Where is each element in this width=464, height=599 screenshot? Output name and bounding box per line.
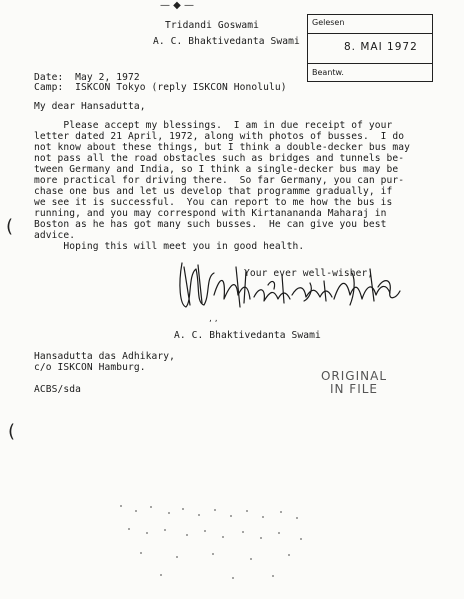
body-line: letter dated 21 April, 1972, along with photos of busses. I do — [34, 131, 405, 142]
body-line: not know about these things, but I think a double-decker bus may — [34, 142, 411, 153]
initials: ACBS/sda — [34, 384, 82, 395]
body-line: advice. — [34, 230, 76, 241]
body-line: not pass all the road obstacles such as bridges and tunnels be- — [34, 153, 405, 164]
svg-text:, ,: , , — [209, 314, 218, 324]
body-line: chase one bus and let us develop that programme gradually, if — [34, 186, 393, 197]
body-line: tween Germany and India, so I think a single-decker bus may be — [34, 164, 399, 175]
body-line: more practical for driving there. So far Germany, you can pur- — [34, 175, 405, 186]
body-line: running, and you may correspond with Kirtanananda Maharaj in — [34, 208, 387, 219]
margin-mark: ( — [8, 421, 16, 442]
signature — [174, 255, 414, 325]
header-name: Tridandi Goswami — [165, 20, 260, 31]
closing: Your ever well-wisher, — [244, 268, 374, 279]
body-line: Boston as he has got many such busses. He can give you best — [34, 219, 387, 230]
top-mark: — ◆ — — [160, 0, 195, 11]
stamp-beantw-label: Beantw. — [312, 68, 344, 77]
stamp-gelesen-label: Gelesen — [312, 18, 345, 27]
salutation: My dear Hansadutta, — [34, 101, 146, 112]
body-line: Please accept my blessings. I am in due receipt of your — [34, 120, 393, 131]
stamp-date: 8. MAI 1972 — [344, 41, 418, 53]
recipient-name: Hansadutta das Adhikary, — [34, 351, 176, 362]
original-stamp-line2: IN FILE — [329, 382, 379, 396]
margin-mark: ( — [6, 216, 14, 237]
recipient-address: c/o ISKCON Hamburg. — [34, 362, 146, 373]
date-line: Date: May 2, 1972 — [34, 72, 140, 83]
header-sender: A. C. Bhaktivedanta Swami — [153, 36, 300, 47]
received-stamp — [307, 14, 433, 82]
original-stamp-line1: ORIGINAL — [320, 369, 388, 383]
signature-name: A. C. Bhaktivedanta Swami — [174, 330, 321, 341]
camp-line: Camp: ISKCON Tokyo (reply ISKCON Honolulu) — [34, 82, 287, 93]
original-in-file-stamp — [314, 370, 394, 396]
body-line: we see it is successful. You can report to me how the bus is — [34, 197, 393, 208]
body-line: Hoping this will meet you in good health. — [34, 241, 305, 252]
